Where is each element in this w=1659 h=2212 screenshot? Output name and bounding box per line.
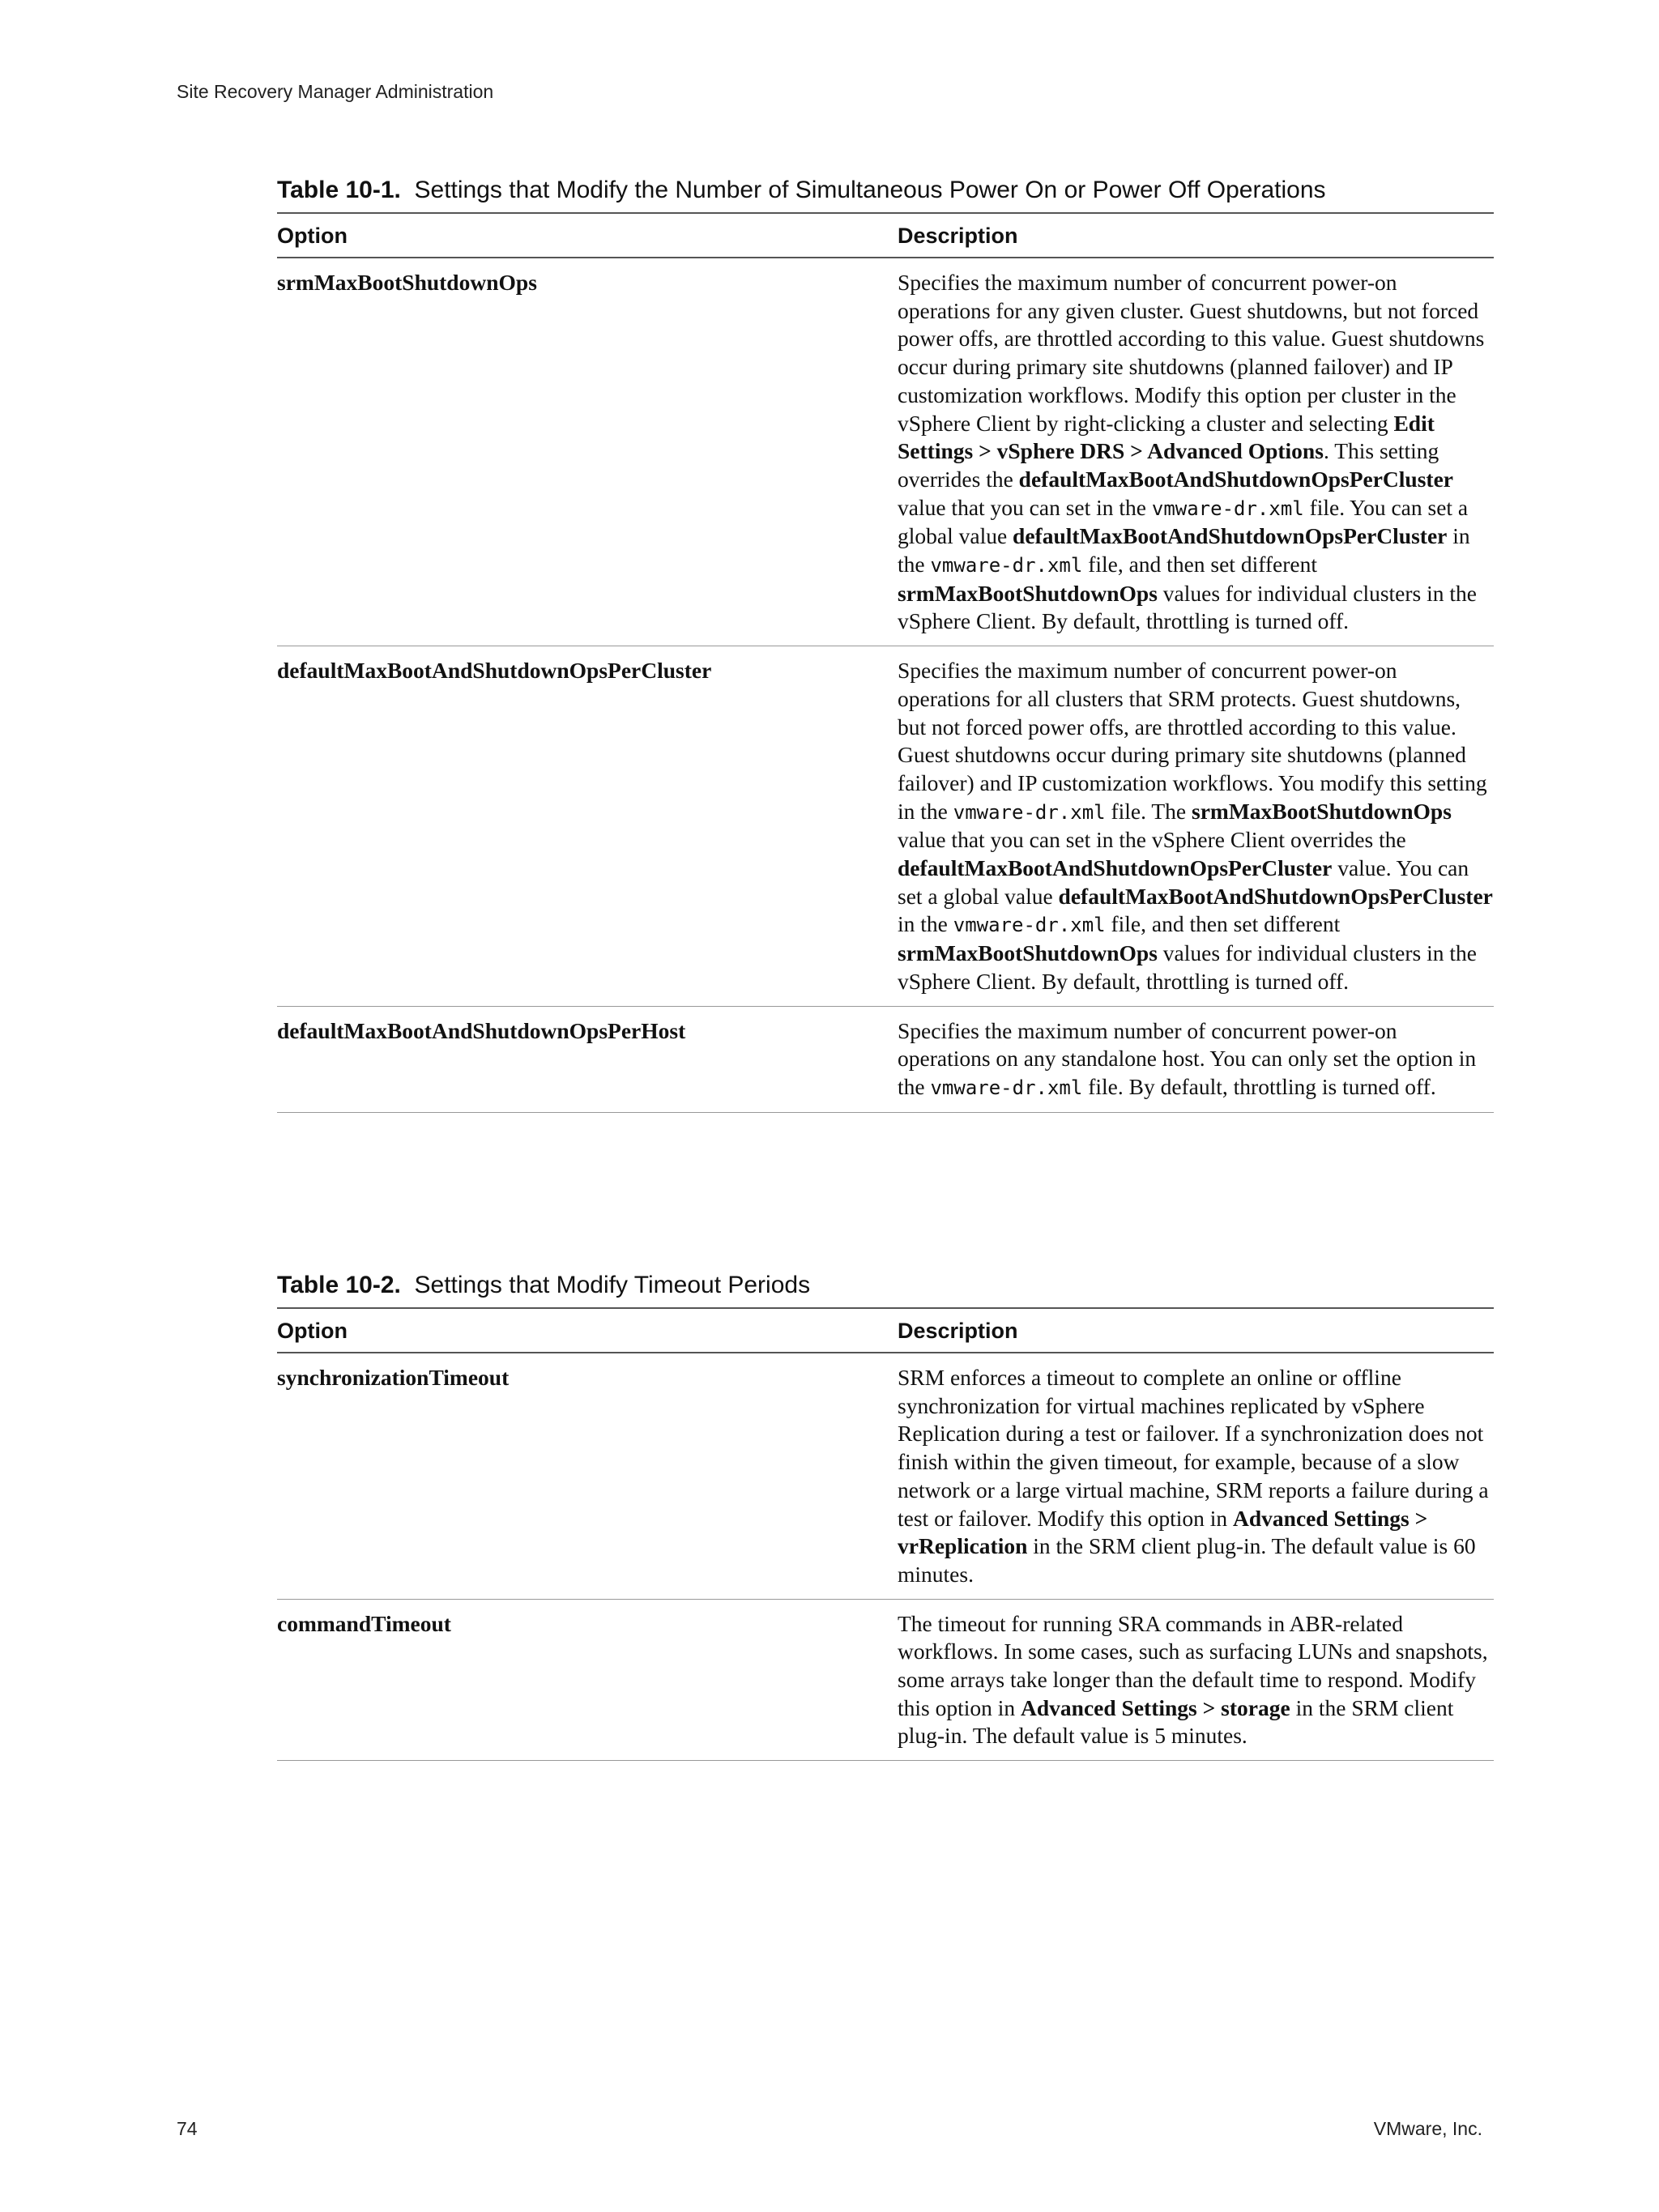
option-column-header: Option — [277, 213, 898, 258]
table-caption-text: Settings that Modify Timeout Periods — [414, 1272, 811, 1298]
emphasized-text: defaultMaxBootAndShutdownOpsPerCluster — [1018, 466, 1453, 492]
description-text: value that you can set in the vSphere Client overrides the — [898, 827, 1406, 853]
filename-text: vmware-dr.xml — [1151, 497, 1304, 520]
description-text: file, and then set different — [1105, 911, 1341, 937]
option-name-cell: defaultMaxBootAndShutdownOpsPerHost — [277, 1006, 898, 1112]
company-name: VMware, Inc. — [1373, 2118, 1482, 2139]
emphasized-text: Advanced Settings > vrReplication — [898, 1505, 1428, 1559]
option-description-cell — [898, 258, 1494, 646]
table-caption — [277, 177, 1494, 204]
description-text: . This setting overrides the — [898, 438, 1439, 492]
table-header-row — [277, 213, 1494, 258]
description-text: value that you can set in the — [898, 494, 1152, 520]
emphasized-text: defaultMaxBootAndShutdownOpsPerCluster — [1058, 883, 1493, 909]
table-row — [277, 258, 1494, 646]
description-text: in the — [898, 911, 953, 937]
table-row — [277, 646, 1494, 1006]
emphasized-text: Advanced Settings > storage — [1021, 1694, 1290, 1720]
option-column-header: Option — [277, 1308, 898, 1353]
description-text: value. You can set a global value — [898, 855, 1469, 909]
table-row — [277, 1353, 1494, 1599]
running-header: Site Recovery Manager Administration — [177, 81, 494, 102]
settings-table — [277, 212, 1494, 1113]
description-text: file. The — [1105, 798, 1192, 824]
option-name-cell: srmMaxBootShutdownOps — [277, 258, 898, 646]
filename-text: vmware-dr.xml — [953, 914, 1106, 937]
description-text: values for individual clusters in the vSphere Client. By default, throttling is turned off. — [898, 940, 1477, 994]
table-caption-number: Table 10-2. — [277, 1272, 401, 1298]
option-name-cell: synchronizationTimeout — [277, 1353, 898, 1599]
emphasized-text: srmMaxBootShutdownOps — [1192, 798, 1452, 824]
power-operations-table-block — [277, 177, 1494, 1113]
emphasized-text: defaultMaxBootAndShutdownOpsPerCluster — [898, 855, 1333, 881]
description-text: Specifies the maximum number of concurrent power-on operations for any given cluster. Guest shutdowns, but not forced power offs, are throttled according to this value. Guest shutdowns occur during primary site shutdowns (planned failover) and IP customization workflows. Modify this option per cluster in the vSphere Client by right-clicking a cluster and selecting — [898, 270, 1485, 436]
description-text: Specifies the maximum number of concurrent power-on operations for all clusters that SRM protects. Guest shutdowns, but not forced power offs, are throttled according to this value. Guest shutdowns occur during primary site shutdowns (planned failover) and IP customization workflows. You modify this setting in the — [898, 658, 1487, 824]
option-description-cell — [898, 646, 1494, 1006]
description-text: file. By default, throttling is turned off. — [1082, 1073, 1436, 1099]
description-text: in the — [898, 523, 1470, 578]
description-text: in the SRM client plug-in. The default value is 60 minutes. — [898, 1533, 1476, 1587]
page-number: 74 — [177, 2118, 198, 2139]
settings-table — [277, 1307, 1494, 1761]
filename-text: vmware-dr.xml — [930, 1076, 1083, 1099]
filename-text: vmware-dr.xml — [930, 554, 1083, 578]
table-caption — [277, 1272, 1494, 1299]
table-caption-text: Settings that Modify the Number of Simultaneous Power On or Power Off Operations — [414, 177, 1326, 203]
table-body — [277, 1353, 1494, 1761]
description-text: in the SRM client plug-in. The default value is 5 minutes. — [898, 1694, 1454, 1749]
option-description-cell — [898, 1006, 1494, 1112]
filename-text: vmware-dr.xml — [953, 800, 1106, 824]
description-column-header: Description — [898, 1308, 1494, 1353]
option-description-cell — [898, 1599, 1494, 1761]
table-header-row — [277, 1308, 1494, 1353]
emphasized-text: srmMaxBootShutdownOps — [898, 940, 1158, 966]
option-description-cell — [898, 1353, 1494, 1599]
table-row — [277, 1006, 1494, 1112]
option-name-cell: defaultMaxBootAndShutdownOpsPerCluster — [277, 646, 898, 1006]
table-body — [277, 258, 1494, 1112]
description-text: file. You can set a global value — [898, 494, 1469, 549]
table-row — [277, 1599, 1494, 1761]
emphasized-text: srmMaxBootShutdownOps — [898, 580, 1158, 606]
description-text: Specifies the maximum number of concurrent power-on operations on any standalone host. You can only set the option in the — [898, 1017, 1477, 1099]
option-name-cell: commandTimeout — [277, 1599, 898, 1761]
description-column-header: Description — [898, 213, 1494, 258]
emphasized-text: Edit Settings > vSphere DRS > Advanced Options — [898, 410, 1435, 464]
description-text: The timeout for running SRA commands in ABR-related workflows. In some cases, such as surfacing LUNs and snapshots, some arrays take longer than the default time to respond. Modify this option in — [898, 1610, 1488, 1720]
description-text: file, and then set different — [1082, 552, 1317, 578]
table-caption-number: Table 10-1. — [277, 177, 401, 203]
description-text: SRM enforces a timeout to complete an online or offline synchronization for virtual machines replicated by vSphere Replication during a test or failover. If a synchronization does not finish within the given timeout, for example, because of a slow network or a large virtual machine, SRM reports a failure during a test or failover. Modify this option in — [898, 1365, 1489, 1531]
timeout-periods-table-block — [277, 1272, 1494, 1761]
description-text: values for individual clusters in the vSphere Client. By default, throttling is turned off. — [898, 580, 1477, 634]
emphasized-text: defaultMaxBootAndShutdownOpsPerCluster — [1013, 523, 1448, 549]
